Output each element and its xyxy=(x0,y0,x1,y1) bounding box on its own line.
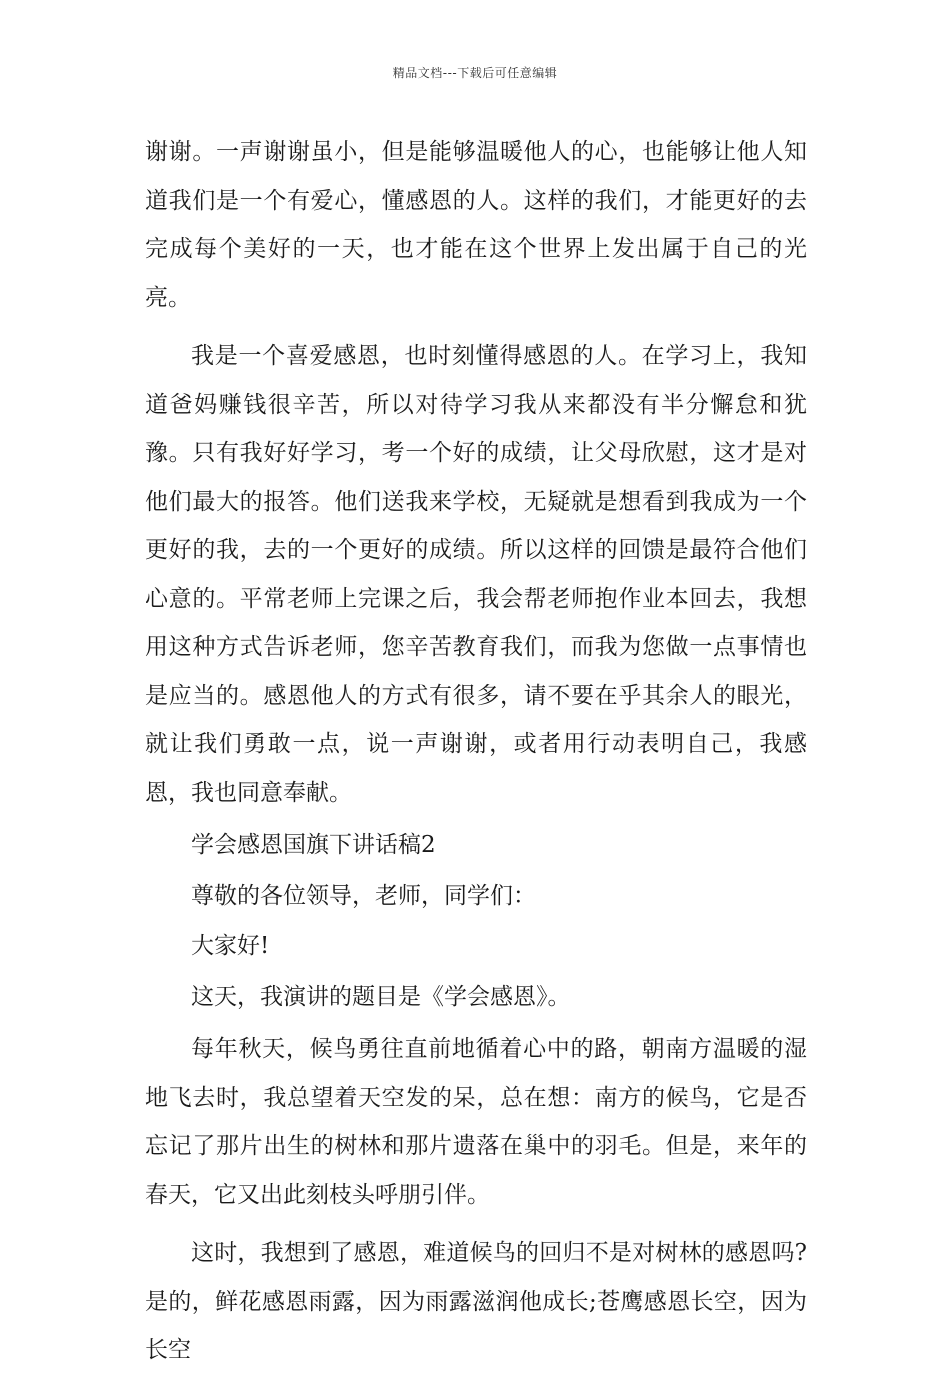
paragraph-gratitude-nature: 这时，我想到了感恩，难道候鸟的回归不是对树林的感恩吗?是的，鲜花感恩雨露，因为雨露滋润他成长;苍鹰感恩长空，因为长空 xyxy=(145,1240,807,1363)
page-header: 精品文档---下载后可任意编辑 xyxy=(392,66,558,80)
document-body xyxy=(145,128,807,1375)
paragraph-gratitude-study: 我是一个喜爱感恩，也时刻懂得感恩的人。在学习上，我知道爸妈赚钱很辛苦，所以对待学习我从来都没有半分懈怠和犹豫。只有我好好学习，考一个好的成绩，让父母欣慰，这才是对他们最大的报答。他们送我来学校，无疑就是想看到我成为一个更好的我，去的一个更好的成绩。所以这样的回馈是最符合他们心意的。平常老师上完课之后，我会帮老师抱作业本回去，我想用这种方式告诉老师，您辛苦教育我们，而我为您做一点事情也是应当的。感恩他人的方式有很多，请不要在乎其余人的眼光，就让我们勇敢一点，说一声谢谢，或者用行动表明自己，我感恩，我也同意奉献。 xyxy=(145,343,807,806)
paragraph-migratory-birds: 每年秋天，候鸟勇往直前地循着心中的路，朝南方温暖的湿地飞去时，我总望着天空发的呆，总在想：南方的候鸟，它是否忘记了那片出生的树林和那片遗落在巢中的羽毛。但是，来年的春天，它又出此刻枝头呼朋引伴。 xyxy=(145,1036,807,1208)
speech-title: 学会感恩国旗下讲话稿2 xyxy=(191,832,436,858)
speech-greeting: 大家好! xyxy=(191,933,270,959)
speech-salutation: 尊敬的各位领导，老师，同学们： xyxy=(191,882,536,909)
speech-topic: 这天，我演讲的题目是《学会感恩》。 xyxy=(191,983,571,1010)
paragraph-thanks: 谢谢。一声谢谢虽小，但是能够温暖他人的心，也能够让他人知道我们是一个有爱心，懂感恩的人。这样的我们，才能更好的去完成每个美好的一天，也才能在这个世界上发出属于自己的光亮。 xyxy=(145,139,807,311)
